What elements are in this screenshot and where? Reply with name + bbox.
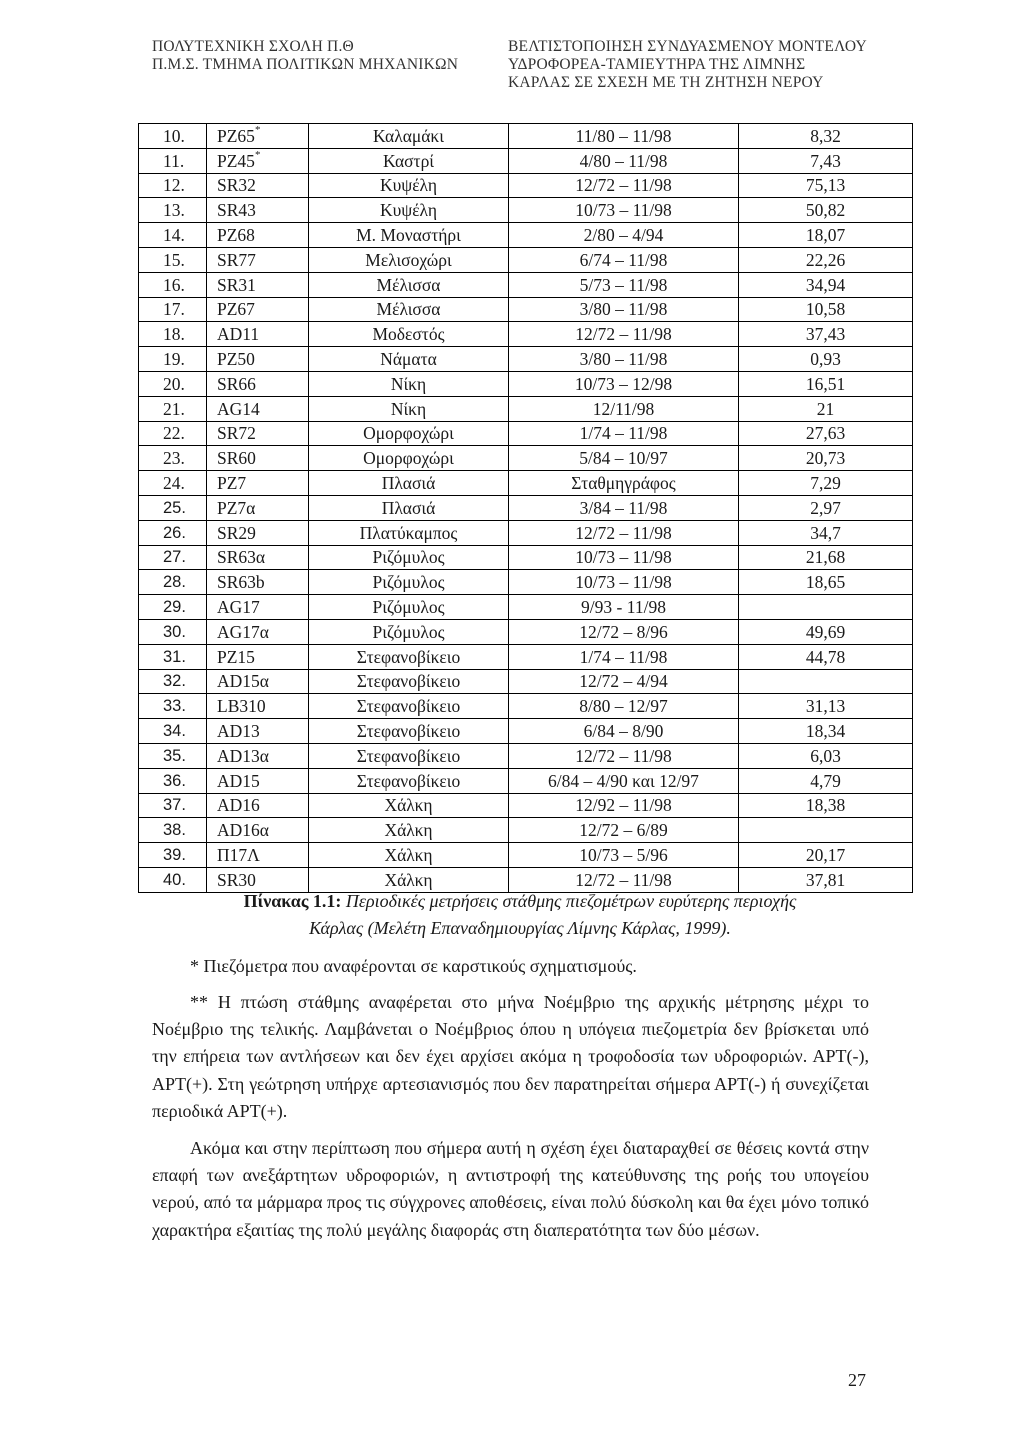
piezometer-code: [207, 297, 309, 322]
level-drop-value: 4,79: [739, 768, 913, 793]
piezometer-code: [207, 347, 309, 372]
level-drop-value: 31,13: [739, 694, 913, 719]
code-text: SR77: [217, 249, 256, 270]
location: Στεφανοβίκειο: [309, 669, 509, 694]
table-row: [139, 495, 913, 520]
location: Μοδεστός: [309, 322, 509, 347]
table-row: [139, 818, 913, 843]
measurement-period: 12/92 – 11/98: [509, 793, 739, 818]
location: Καλαμάκι: [309, 124, 509, 149]
piezometer-code: [207, 520, 309, 545]
measurement-period: 10/73 – 11/98: [509, 545, 739, 570]
code-text: SR63b: [217, 572, 265, 593]
code-text: SR63α: [217, 547, 266, 568]
measurement-period: 3/80 – 11/98: [509, 297, 739, 322]
location: Νάματα: [309, 347, 509, 372]
table-row: [139, 297, 913, 322]
measurement-period: 4/80 – 11/98: [509, 148, 739, 173]
code-text: AG17: [217, 597, 260, 618]
piezometer-code: [207, 694, 309, 719]
piezometer-code: [207, 371, 309, 396]
table-row: [139, 148, 913, 173]
level-drop-value: 50,82: [739, 198, 913, 223]
level-drop-value: 34,7: [739, 520, 913, 545]
table-row: [139, 396, 913, 421]
piezometer-code: [207, 272, 309, 297]
caption-label: Πίνακας 1.1:: [243, 891, 342, 911]
location: Μέλισσα: [309, 272, 509, 297]
table-row: [139, 768, 913, 793]
row-number: 15.: [139, 247, 207, 272]
table-row: [139, 247, 913, 272]
code-text: AG17α: [217, 621, 269, 642]
piezometer-code: [207, 619, 309, 644]
location: Ριζόμυλος: [309, 595, 509, 620]
row-number: 11.: [139, 148, 207, 173]
table-caption: [160, 888, 880, 942]
piezometer-code: [207, 173, 309, 198]
page-number: 27: [848, 1370, 866, 1390]
code-text: PZ15: [217, 646, 255, 667]
level-drop-value: 21,68: [739, 545, 913, 570]
measurement-period: 12/72 – 11/98: [509, 520, 739, 545]
table-row: [139, 570, 913, 595]
row-number: 22.: [139, 421, 207, 446]
karst-marker: *: [254, 148, 261, 161]
level-drop-value: 10,58: [739, 297, 913, 322]
footnote-karst: * Πιεζόμετρα που αναφέρονται σε καρστικούς σχηματισμούς.: [190, 956, 637, 976]
row-number: 14.: [139, 223, 207, 248]
location: Νίκη: [309, 396, 509, 421]
location: Χάλκη: [309, 867, 509, 892]
code-text: PZ7α: [217, 497, 256, 518]
row-number: 38.: [139, 818, 207, 843]
piezometer-code: [207, 768, 309, 793]
row-number: 28.: [139, 570, 207, 595]
row-number: 34.: [139, 719, 207, 744]
piezometer-code: [207, 396, 309, 421]
row-number: 31.: [139, 644, 207, 669]
level-drop-value: 8,32: [739, 124, 913, 149]
location: Πλασιά: [309, 471, 509, 496]
piezometer-code: [207, 446, 309, 471]
level-drop-value: 6,03: [739, 743, 913, 768]
code-text: SR32: [217, 175, 256, 196]
row-number: 40.: [139, 867, 207, 892]
table-row: [139, 471, 913, 496]
measurement-period: Σταθμηγράφος: [509, 471, 739, 496]
table-row: [139, 124, 913, 149]
level-drop-value: 37,81: [739, 867, 913, 892]
level-drop-value: 16,51: [739, 371, 913, 396]
code-text: SR66: [217, 373, 256, 394]
level-drop-value: 34,94: [739, 272, 913, 297]
piezometer-code: [207, 322, 309, 347]
piezometer-code: [207, 471, 309, 496]
location: Στεφανοβίκειο: [309, 719, 509, 744]
level-drop-value: 7,29: [739, 471, 913, 496]
measurement-period: 1/74 – 11/98: [509, 644, 739, 669]
table-row: [139, 793, 913, 818]
row-number: 20.: [139, 371, 207, 396]
level-drop-value: 20,17: [739, 843, 913, 868]
row-number: 23.: [139, 446, 207, 471]
level-drop-value: 7,43: [739, 148, 913, 173]
row-number: 19.: [139, 347, 207, 372]
piezometer-code: [207, 421, 309, 446]
table-row: [139, 694, 913, 719]
measurement-period: 3/84 – 11/98: [509, 495, 739, 520]
piezometer-code: [207, 743, 309, 768]
code-text: SR29: [217, 522, 256, 543]
header-thesis-line2: ΥΔΡΟΦΟΡΕΑ-ΤΑΜΙΕΥΤΗΡΑ ΤΗΣ ΛΙΜΝΗΣ: [508, 56, 806, 73]
level-drop-value: 44,78: [739, 644, 913, 669]
level-drop-value: [739, 818, 913, 843]
row-number: 24.: [139, 471, 207, 496]
piezometer-code: [207, 223, 309, 248]
row-number: 35.: [139, 743, 207, 768]
piezometer-code: [207, 198, 309, 223]
karst-marker: *: [254, 124, 261, 137]
piezometer-code: [207, 124, 309, 149]
measurement-period: 8/80 – 12/97: [509, 694, 739, 719]
location: Ριζόμυλος: [309, 570, 509, 595]
paragraph-body: Ακόμα και στην περίπτωση που σήμερα αυτή η σχέση έχει διαταραχθεί σε θέσεις κοντά στην επαφή των ανεξάρτητων υδροφοριών, η αντιστροφή της κατεύθυνσης της ροής του υπογείου νερού, από τα μάρμαρα προς τις σύγχρονες αποθέσεις, είναι πολύ δύσκολη και θα έχει μόνο τοπικό χαρακτήρα εξαιτίας της πολύ μεγάλης διαφοράς στη διαπερατότητα των δύο μέσων.: [152, 1138, 869, 1240]
measurement-period: 12/72 – 11/98: [509, 322, 739, 347]
level-drop-value: 22,26: [739, 247, 913, 272]
table-body: [139, 124, 913, 893]
piezometer-code: [207, 793, 309, 818]
row-number: 36.: [139, 768, 207, 793]
measurement-period: 12/11/98: [509, 396, 739, 421]
piezometer-code: [207, 148, 309, 173]
piezometer-code: [207, 843, 309, 868]
code-text: AD16: [217, 795, 260, 816]
header-school: ΠΟΛΥΤΕΧΝΙΚΗ ΣΧΟΛΗ Π.Θ: [152, 38, 354, 55]
location: Μελισοχώρι: [309, 247, 509, 272]
location: Κυψέλη: [309, 173, 509, 198]
measurement-period: 6/74 – 11/98: [509, 247, 739, 272]
location: Ομορφοχώρι: [309, 421, 509, 446]
piezometer-table: [138, 123, 913, 893]
code-text: PZ67: [217, 299, 255, 320]
table-row: [139, 421, 913, 446]
table-row: [139, 198, 913, 223]
piezometer-code: [207, 570, 309, 595]
code-text: AD15α: [217, 671, 269, 692]
row-number: 18.: [139, 322, 207, 347]
level-drop-value: 75,13: [739, 173, 913, 198]
piezometer-code: [207, 545, 309, 570]
code-text: AD13α: [217, 745, 269, 766]
piezometer-code: [207, 495, 309, 520]
piezometer-code: [207, 818, 309, 843]
table-row: [139, 743, 913, 768]
page-header-right: [508, 38, 867, 92]
location: Χάλκη: [309, 818, 509, 843]
level-drop-value: 27,63: [739, 421, 913, 446]
measurement-period: 6/84 – 4/90 και 12/97: [509, 768, 739, 793]
table-row: [139, 272, 913, 297]
page-header-left: [152, 38, 458, 74]
location: Στεφανοβίκειο: [309, 743, 509, 768]
row-number: 37.: [139, 793, 207, 818]
piezometer-code: [207, 247, 309, 272]
level-drop-value: 18,38: [739, 793, 913, 818]
level-drop-value: 20,73: [739, 446, 913, 471]
measurement-period: 2/80 – 4/94: [509, 223, 739, 248]
measurement-period: 5/73 – 11/98: [509, 272, 739, 297]
code-text: Π17Λ: [217, 845, 260, 865]
code-text: SR60: [217, 448, 256, 469]
level-drop-value: 18,07: [739, 223, 913, 248]
level-drop-value: 49,69: [739, 619, 913, 644]
location: Χάλκη: [309, 843, 509, 868]
row-number: 12.: [139, 173, 207, 198]
table-row: [139, 644, 913, 669]
measurement-period: 6/84 – 8/90: [509, 719, 739, 744]
measurement-period: 9/93 - 11/98: [509, 595, 739, 620]
row-number: 17.: [139, 297, 207, 322]
measurement-period: 10/73 – 11/98: [509, 198, 739, 223]
code-text: SR43: [217, 200, 256, 221]
table-row: [139, 173, 913, 198]
piezometer-code: [207, 644, 309, 669]
row-number: 39.: [139, 843, 207, 868]
measurement-period: 12/72 – 11/98: [509, 173, 739, 198]
location: Ριζόμυλος: [309, 619, 509, 644]
piezometer-code: [207, 595, 309, 620]
location: Ριζόμυλος: [309, 545, 509, 570]
measurement-period: 5/84 – 10/97: [509, 446, 739, 471]
code-text: SR30: [217, 869, 256, 890]
table-row: [139, 669, 913, 694]
code-text: PZ45: [217, 150, 255, 171]
level-drop-value: 2,97: [739, 495, 913, 520]
row-number: 27.: [139, 545, 207, 570]
row-number: 33.: [139, 694, 207, 719]
table-row: [139, 595, 913, 620]
row-number: 10.: [139, 124, 207, 149]
level-drop-value: 0,93: [739, 347, 913, 372]
measurement-period: 3/80 – 11/98: [509, 347, 739, 372]
location: Πλατύκαμπος: [309, 520, 509, 545]
location: Νίκη: [309, 371, 509, 396]
measurement-period: 11/80 – 11/98: [509, 124, 739, 149]
table-row: [139, 371, 913, 396]
level-drop-value: [739, 669, 913, 694]
table-row: [139, 545, 913, 570]
level-drop-value: 18,34: [739, 719, 913, 744]
measurement-period: 10/73 – 5/96: [509, 843, 739, 868]
code-text: PZ7: [217, 473, 247, 494]
location: Κυψέλη: [309, 198, 509, 223]
table-row: [139, 322, 913, 347]
location: Καστρί: [309, 148, 509, 173]
code-text: LB310: [217, 696, 266, 717]
location: Μ. Μοναστήρι: [309, 223, 509, 248]
location: Πλασιά: [309, 495, 509, 520]
table-row: [139, 719, 913, 744]
table-row: [139, 347, 913, 372]
piezometer-code: [207, 719, 309, 744]
code-text: SR31: [217, 274, 256, 295]
measurement-period: 12/72 – 6/89: [509, 818, 739, 843]
piezometer-code: [207, 669, 309, 694]
row-number: 25.: [139, 495, 207, 520]
code-text: PZ65: [217, 125, 255, 146]
location: Στεφανοβίκειο: [309, 694, 509, 719]
row-number: 21.: [139, 396, 207, 421]
code-text: AG14: [217, 398, 260, 419]
header-thesis-line3: ΚΑΡΛΑΣ ΣΕ ΣΧΕΣΗ ΜΕ ΤΗ ΖΗΤΗΣΗ ΝΕΡΟΥ: [508, 74, 824, 91]
measurement-period: 12/72 – 8/96: [509, 619, 739, 644]
table-row: [139, 520, 913, 545]
level-drop-value: 21: [739, 396, 913, 421]
code-text: AD11: [217, 324, 260, 345]
code-text: AD16α: [217, 820, 269, 841]
level-drop-value: [739, 595, 913, 620]
table-row: [139, 843, 913, 868]
table-row: [139, 619, 913, 644]
code-text: PZ68: [217, 225, 255, 246]
level-drop-value: 18,65: [739, 570, 913, 595]
row-number: 32.: [139, 669, 207, 694]
row-number: 29.: [139, 595, 207, 620]
measurement-period: 12/72 – 11/98: [509, 867, 739, 892]
code-text: SR72: [217, 423, 256, 444]
measurement-period: 12/72 – 11/98: [509, 743, 739, 768]
measurement-period: 12/72 – 4/94: [509, 669, 739, 694]
location: Χάλκη: [309, 793, 509, 818]
table-row: [139, 446, 913, 471]
code-text: AD13: [217, 721, 260, 742]
code-text: PZ50: [217, 349, 255, 370]
table-row: [139, 223, 913, 248]
caption-text-line2: Κάρλας (Μελέτη Επαναδημιουργίας Λίμνης Κάρλας, 1999).: [309, 918, 731, 938]
location: Ομορφοχώρι: [309, 446, 509, 471]
row-number: 26.: [139, 520, 207, 545]
row-number: 30.: [139, 619, 207, 644]
row-number: 13.: [139, 198, 207, 223]
measurement-period: 10/73 – 12/98: [509, 371, 739, 396]
paragraph-footnote-drawdown: ** Η πτώση στάθμης αναφέρεται στο μήνα Νοέμβριο της αρχικής μέτρησης μέχρι το Νοέμβριο της τελικής. Λαμβάνεται ο Νοέμβριος όπου η υπόγεια πιεζομετρία δεν βρίσκεται υπό την επήρεια των αντλήσεων και δεν έχει αρχίσει ακόμα η τροφοδοσία των υδροφοριών. ΑΡΤ(-), ΑΡΤ(+). Στη γεώτρηση υπήρχε αρτεσιανισμός που δεν παρατηρείται σήμερα ΑΡΤ(-) ή συνεχίζεται περιοδικά ΑΡΤ(+).: [152, 992, 869, 1121]
location: Μέλισσα: [309, 297, 509, 322]
row-number: 16.: [139, 272, 207, 297]
header-thesis-line1: ΒΕΛΤΙΣΤΟΠΟΙΗΣΗ ΣΥΝΔΥΑΣΜΕΝΟΥ ΜΟΝΤΕΛΟΥ: [508, 38, 867, 55]
header-department: Π.Μ.Σ. ΤΜΗΜΑ ΠΟΛΙΤΙΚΩΝ ΜΗΧΑΝΙΚΩΝ: [152, 56, 459, 73]
location: Στεφανοβίκειο: [309, 644, 509, 669]
measurement-period: 1/74 – 11/98: [509, 421, 739, 446]
location: Στεφανοβίκειο: [309, 768, 509, 793]
code-text: AD15: [217, 770, 260, 791]
measurement-period: 10/73 – 11/98: [509, 570, 739, 595]
level-drop-value: 37,43: [739, 322, 913, 347]
caption-text-line1: Περιοδικές μετρήσεις στάθμης πιεζομέτρων ευρύτερης περιοχής: [345, 891, 797, 911]
